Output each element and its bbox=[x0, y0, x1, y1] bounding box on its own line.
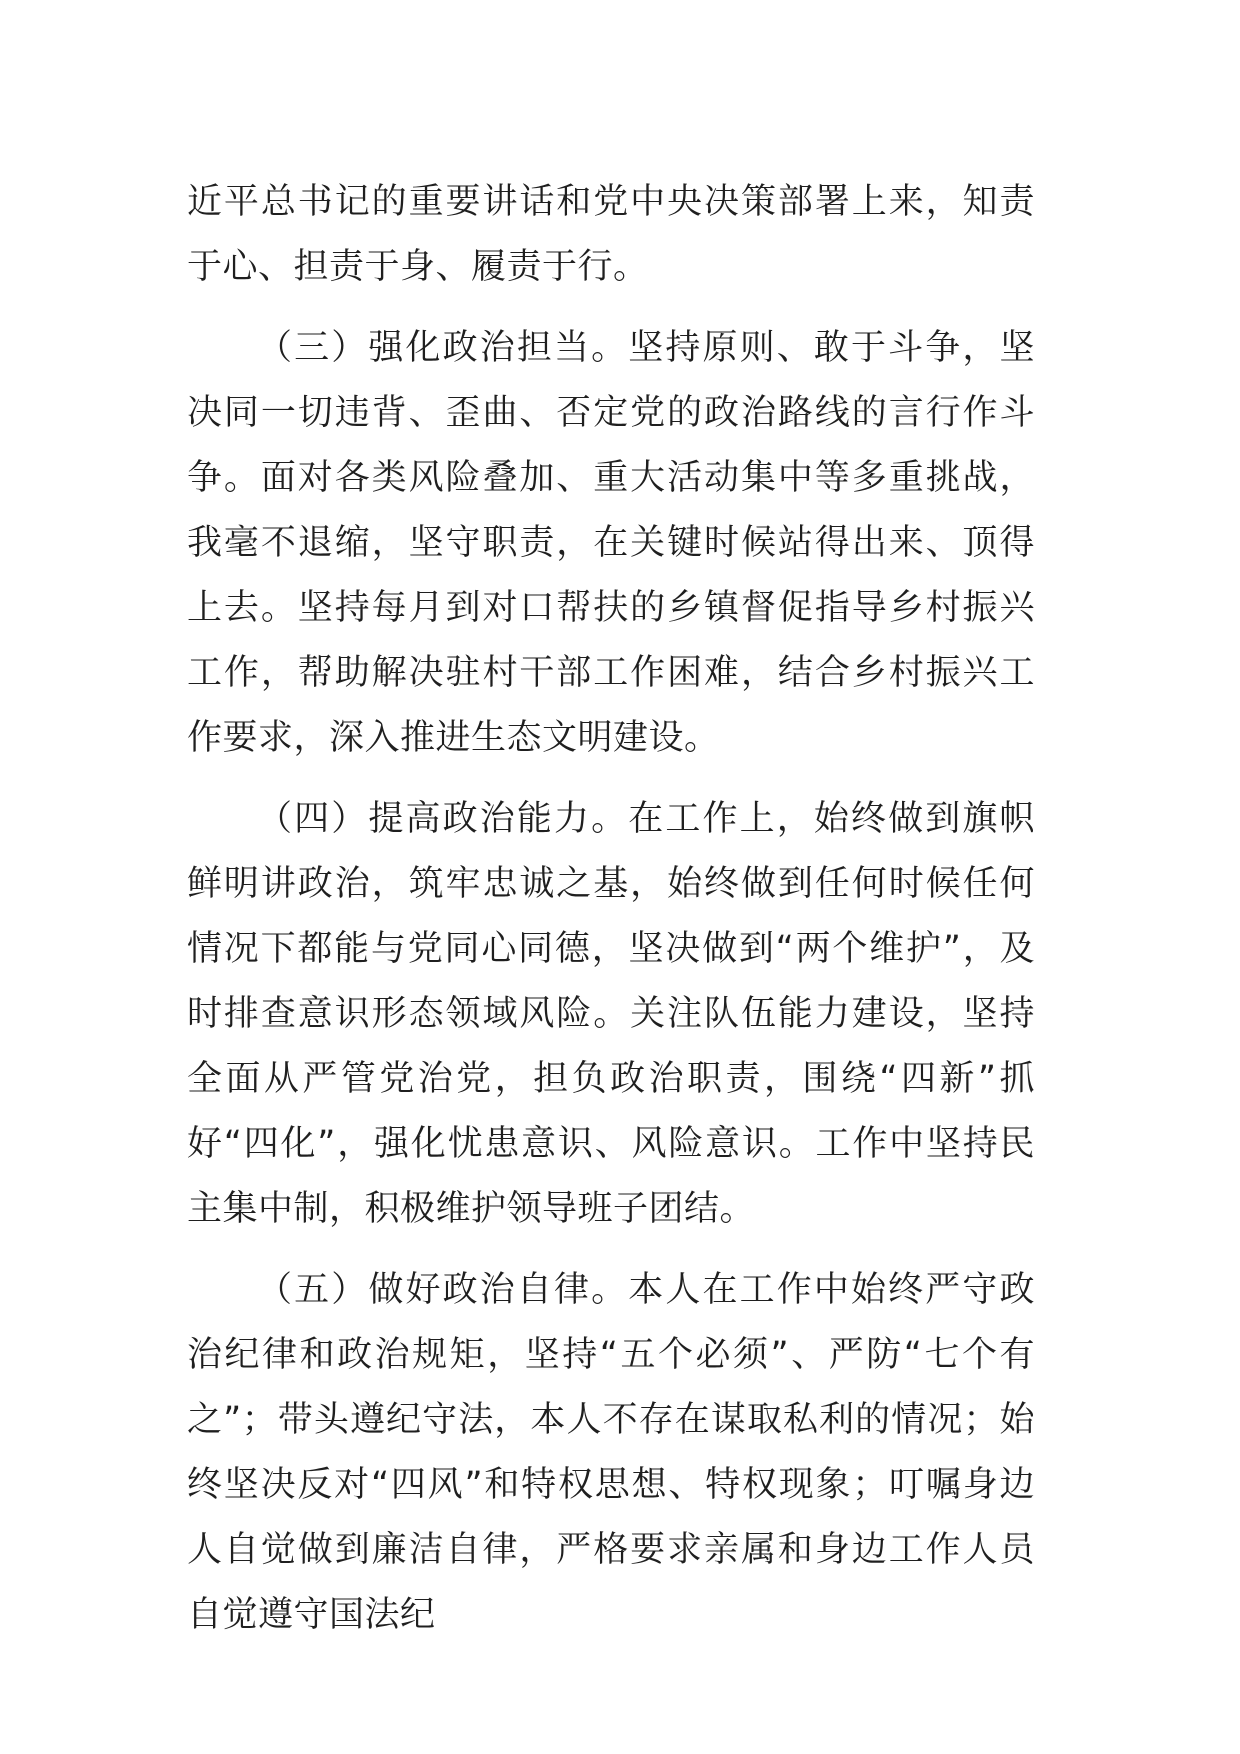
paragraph-section-4: （四）提高政治能力。在工作上，始终做到旗帜鲜明讲政治，筑牢忠诚之基，始终做到任何时候任何情况下都能与党同心同德，坚决做到“两个维护”，及时排查意识形态领域风险。关注队伍能力建设，坚持全面从严管党治党，担负政治职责，围绕“四新”抓好“四化”，强化忧患意识、风险意识。工作中坚持民主集中制，积极维护领导班子团结。 bbox=[187, 799, 1035, 1229]
paragraph-section-3: （三）强化政治担当。坚持原则、敢于斗争，坚决同一切违背、歪曲、否定党的政治路线的言行作斗争。面对各类风险叠加、重大活动集中等多重挑战，我毫不退缩，坚守职责，在关键时候站得出来、顶得上去。坚持每月到对口帮扶的乡镇督促指导乡村振兴工作，帮助解决驻村干部工作困难，结合乡村振兴工作要求，深入推进生态文明建设。 bbox=[187, 328, 1035, 758]
paragraph-continuation: 近平总书记的重要讲话和党中央决策部署上来，知责于心、担责于身、履责于行。 bbox=[187, 182, 1035, 287]
paragraph-section-5: （五）做好政治自律。本人在工作中始终严守政治纪律和政治规矩，坚持“五个必须”、严防“七个有之”；带头遵纪守法，本人不存在谋取私利的情况；始终坚决反对“四风”和特权思想、特权现象；叮嘱身边人自觉做到廉洁自律，严格要求亲属和身边工作人员自觉遵守国法纪 bbox=[187, 1270, 1035, 1635]
document-body bbox=[187, 170, 1035, 1664]
